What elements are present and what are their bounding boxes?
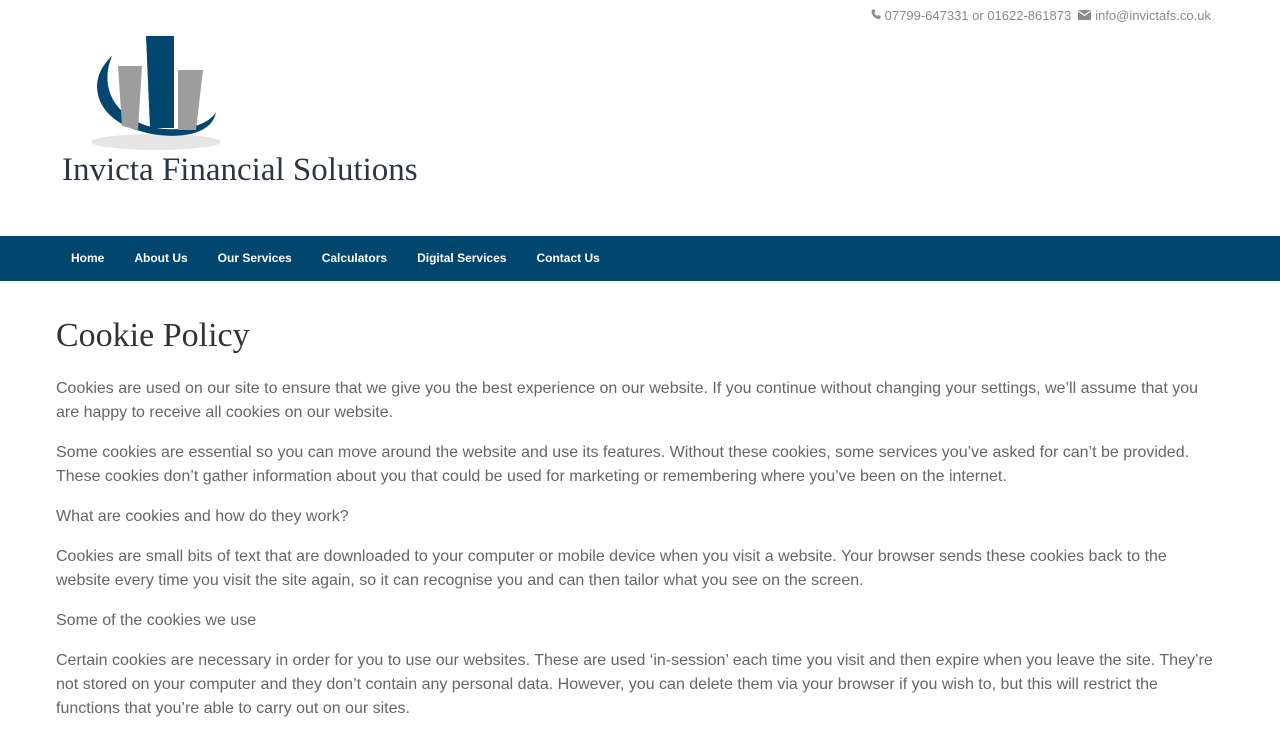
logo-wordmark: Invicta Financial Solutions	[62, 152, 418, 188]
main-content	[56, 316, 1224, 737]
nav-item-home	[56, 236, 119, 281]
phone-contact	[871, 8, 1072, 23]
cookies-question-heading: What are cookies and how do they work?	[56, 508, 349, 525]
email-link[interactable]: info@invictafs.co.uk	[1095, 7, 1211, 23]
nav-link-about-us[interactable]: About Us	[134, 251, 188, 265]
nav-menu	[56, 236, 615, 281]
nav-item-digital-services	[402, 236, 521, 281]
nav-link-contact-us[interactable]: Contact Us	[536, 251, 600, 265]
nav-item-about-us	[119, 236, 202, 281]
main-navigation	[0, 236, 1280, 281]
cookies-explanation-paragraph: Cookies are small bits of text that are downloaded to your computer or mobile device when you visit a website. Your browser sends these cookies back to the website every time you visit the site again, so it can recognise you and can then tailor what you see on the screen.	[56, 548, 1167, 589]
logo-graphic	[56, 30, 428, 155]
contact-bar	[871, 6, 1211, 24]
nav-link-calculators[interactable]: Calculators	[321, 251, 388, 265]
site-logo[interactable]	[56, 30, 428, 192]
session-cookies-paragraph: Certain cookies are necessary in order for you to use our websites. These are used ‘in-session’ each time you visit and then expire when you leave the site. They’re not stored on your computer and they don’t contain any personal data. However, you can delete them via your browser if you wish to, but this will restrict the functions that you’re able to carry out on our sites.	[56, 652, 1213, 717]
essential-cookies-paragraph: Some cookies are essential so you can move around the website and use its features. Without these cookies, some services you’ve asked for can’t be provided. These cookies don’t gather information about you that could be used for marketing or remembering where you’ve been on the internet.	[56, 444, 1190, 485]
nav-item-calculators	[307, 236, 402, 281]
intro-paragraph: Cookies are used on our site to ensure that we give you the best experience on our website. If you continue without changing your settings, we’ll assume that you are happy to receive all cookies on our website.	[56, 380, 1198, 421]
cookies-we-use-heading: Some of the cookies we use	[56, 612, 257, 629]
phone-numbers: 07799-647331 or 01622-861873	[884, 7, 1072, 23]
nav-link-digital-services[interactable]: Digital Services	[417, 251, 507, 265]
envelope-icon	[1078, 8, 1091, 23]
nav-link-our-services[interactable]: Our Services	[217, 251, 292, 265]
nav-item-our-services	[203, 236, 307, 281]
phone-icon	[871, 8, 881, 23]
email-contact[interactable]	[1078, 8, 1211, 23]
page-title: Cookie Policy	[56, 317, 250, 354]
nav-link-home[interactable]: Home	[71, 251, 105, 265]
nav-item-contact-us	[521, 236, 614, 281]
